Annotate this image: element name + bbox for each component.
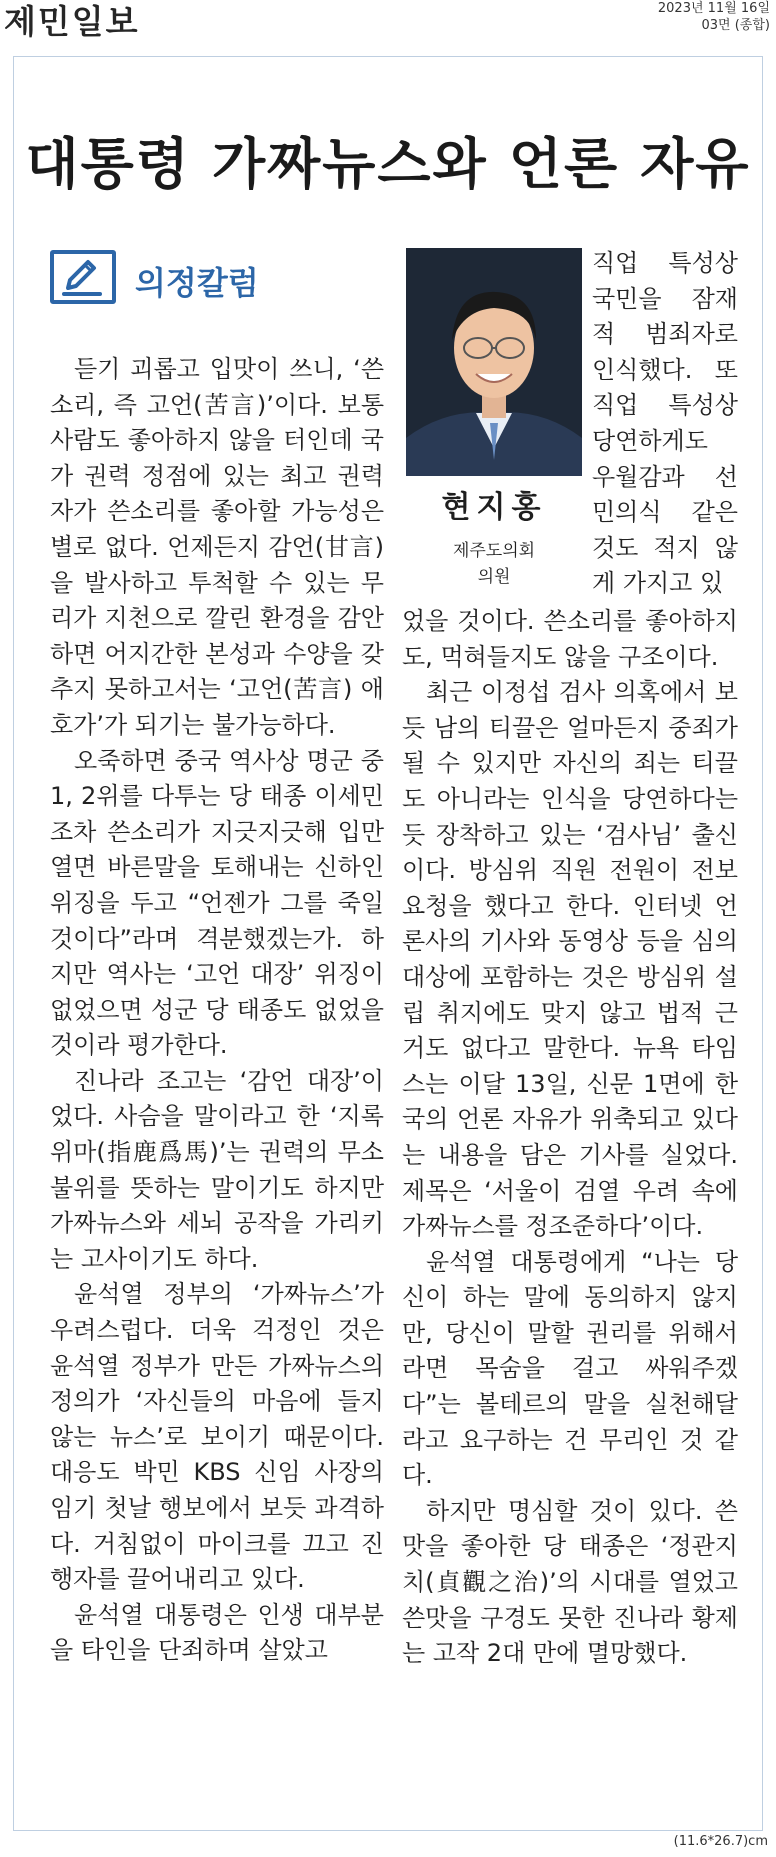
paragraph: 윤석열 대통령에게 “나는 당신이 하는 말에 동의하지 않지만, 당신이 말할 권리를 위해서라면 목숨을 걸고 싸워주겠다”는 볼테르의 말을 실천해달라고 요구하는 건 무리인 것 같다. — [402, 1247, 738, 1490]
wrap-text: 직업 특성상 국민을 잠재적 범죄자로 인식했다. 또 직업 특성상 당연하게도 우월감과 선민의식 같은 것도 적지 않게 가지고 있 — [592, 249, 738, 598]
author-role: 의원 — [477, 567, 511, 587]
publication-date: 2023년 11월 16일 — [657, 1, 770, 16]
author-title — [406, 538, 582, 590]
newspaper-name: 제민일보 — [4, 2, 140, 41]
size-note: (11.6*26.7)cm — [673, 1834, 768, 1849]
publication-meta — [658, 0, 770, 34]
article-headline: 대통령 가짜뉴스와 언론 자유 — [25, 131, 751, 196]
paragraph: 최근 이정섭 검사 의혹에서 보듯 남의 티끌은 얼마든지 중죄가 될 수 있지만 자신의 죄는 티끌도 아니라는 인식을 당연하다는 듯 장착하고 있는 ‘검사님’ 출신이다. 방심위 직원 전원이 전보 요청을 했다고 한다. 인터넷 언론사의 기사와 동영상 등을 심의 대상에 포함하는 것은 방심위 설립 취지에도 맞지 않고 법적 근거도 없다고 말한다. 뉴욕 타임스는 이달 13일, 신문 1면에 한국의 언론 자유가 위축되고 있다는 내용을 담은 기사를 실었다. 제목은 ‘서울이 검열 우려 속에 가짜뉴스를 정조준하다’이다. — [402, 678, 738, 1241]
page-number: 03면 (종합) — [701, 18, 770, 33]
author-affiliation: 제주도의회 — [452, 541, 536, 561]
right-column — [402, 604, 738, 1672]
paragraph: 진나라 조고는 ‘감언 대장’이었다. 사슴을 말이라고 한 ‘지록위마(指鹿爲馬)’는 권력의 무소불위를 뜻하는 말이기도 하지만 가짜뉴스와 세뇌 공작을 가리키는 고사이기도 하다. — [50, 1066, 384, 1273]
paragraph: 하지만 명심할 것이 있다. 쓴맛을 좋아한 당 태종은 ‘정관지치(貞觀之治)’의 시대를 열었고 쓴맛을 구경도 못한 진나라 황제는 고작 2대 만에 멸망했다. — [402, 1496, 738, 1668]
paragraph-continuation: 었을 것이다. 쓴소리를 좋아하지도, 먹혀들지도 않을 구조이다. — [402, 607, 738, 671]
author-photo — [406, 248, 582, 476]
paragraph: 윤석열 정부의 ‘가짜뉴스’가 우려스럽다. 더욱 걱정인 것은 윤석열 정부가 만든 가짜뉴스의 정의가 ‘자신들의 마음에 들지 않는 뉴스’로 보이기 때문이다. 대응도 박민 KBS 신임 사장의 임기 첫날 행보에서 보듯 과격하다. 거침없이 마이크를 끄고 진행자를 끌어내리고 있다. — [50, 1280, 384, 1594]
left-column — [50, 352, 384, 1669]
author-name: 현지홍 — [441, 490, 547, 525]
masthead — [0, 0, 776, 44]
pen-edit-icon — [50, 250, 116, 304]
paragraph: 오죽하면 중국 역사상 명군 중 1, 2위를 다투는 당 태종 이세민조차 쓴소리가 지긋지긋해 입만 열면 바른말을 토해내는 신하인 위징을 두고 “언젠가 그를 죽일 것이다”라며 격분했겠는가. 하지만 역사는 ‘고언 대장’ 위징이 없었으면 성군 당 태종도 없었을 것이라 평가한다. — [50, 746, 384, 1060]
column-label: 의정칼럼 — [135, 264, 259, 302]
paragraph: 윤석열 대통령은 인생 대부분을 타인을 단죄하며 살았고 — [50, 1600, 384, 1665]
paragraph: 듣기 괴롭고 입맛이 쓰니, ‘쓴소리, 즉 고언(苦言)’이다. 보통 사람도 좋아하지 않을 터인데 국가 권력 정점에 있는 최고 권력자가 쓴소리를 좋아할 가능성은 별로 없다. 언제든지 감언(甘言)을 발사하고 투척할 수 있는 무리가 지천으로 깔린 환경을 감안하면 어지간한 본성과 수양을 갖추지 못하고서는 ‘고언(苦言) 애호가’가 되기는 불가능하다. — [50, 355, 384, 739]
